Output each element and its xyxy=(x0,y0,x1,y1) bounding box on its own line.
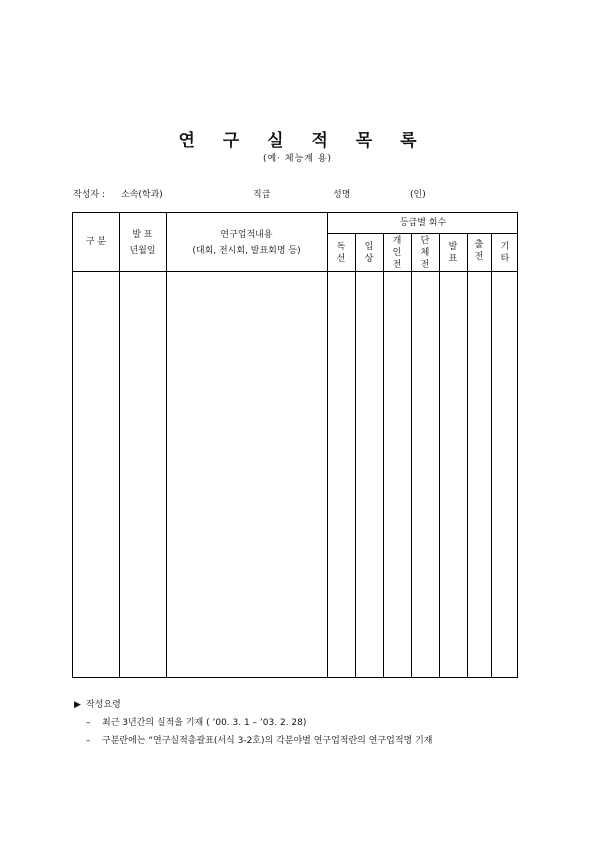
header-grade-count: 등급별 회수 xyxy=(399,218,447,228)
dash-marker: – xyxy=(86,736,91,746)
department-label: 소속(학과) xyxy=(121,190,163,200)
grade-col-participation xyxy=(467,239,491,263)
grade-col-presentation xyxy=(439,241,467,265)
col-divider xyxy=(439,233,440,677)
header-bottom-line xyxy=(73,271,517,272)
seal-label: (인) xyxy=(410,190,426,200)
guide-item-text: 구분란에는 “연구실적총괄표(서식 3-2호)의 각분야별 연구업적란의 연구업적명 기재 xyxy=(102,736,433,746)
writing-guide xyxy=(74,697,432,751)
guide-item xyxy=(74,715,432,728)
row-divider xyxy=(327,233,517,234)
grade-col-char: 기 xyxy=(500,242,510,252)
header-content-line2: (대회, 전시회, 발표회명 등) xyxy=(192,246,301,256)
grade-col-char: 단 xyxy=(420,236,430,246)
col-divider xyxy=(383,233,384,677)
header-date-line1: 발 표 xyxy=(132,230,153,240)
grade-col-group-exhibition xyxy=(411,235,439,271)
grade-col-solo-selection xyxy=(327,241,355,265)
grade-col-char: 발 xyxy=(448,242,458,252)
document-subtitle: (예· 체능계 용) xyxy=(262,154,333,164)
grade-col-char: 타 xyxy=(500,254,510,264)
grade-col-char: 전 xyxy=(392,260,402,270)
guide-item-text: 최근 3년간의 실적을 기재 ( ’00. 3. 1 – ’03. 2. 28) xyxy=(102,718,307,728)
header-content-line1: 연구업적내용 xyxy=(220,230,273,240)
writer-label: 작성자 : xyxy=(73,190,105,200)
grade-col-char: 표 xyxy=(448,254,458,264)
grade-col-award xyxy=(355,241,383,265)
col-divider xyxy=(491,233,492,677)
grade-col-char: 선 xyxy=(336,254,346,264)
guide-item xyxy=(74,733,432,746)
grade-col-char: 전 xyxy=(420,260,430,270)
guide-heading-text: 작성요령 xyxy=(86,700,121,710)
col-divider xyxy=(355,233,356,677)
header-date-line2: 년월일 xyxy=(129,246,156,256)
grade-col-char: 전 xyxy=(474,252,484,262)
dash-marker: – xyxy=(86,718,91,728)
grade-col-char: 체 xyxy=(420,248,430,258)
grade-col-char: 출 xyxy=(474,240,484,250)
grade-col-char: 독 xyxy=(336,242,346,252)
grade-col-char: 개 xyxy=(392,236,402,246)
header-category: 구 분 xyxy=(85,237,107,247)
col-divider xyxy=(327,213,328,677)
col-divider xyxy=(166,213,167,677)
rank-label: 직급 xyxy=(253,190,271,200)
col-divider xyxy=(411,233,412,677)
grade-col-char: 입 xyxy=(364,242,374,252)
research-record-table xyxy=(72,212,518,678)
grade-col-char: 상 xyxy=(364,254,374,264)
name-label: 성명 xyxy=(333,190,351,200)
grade-col-char: 인 xyxy=(392,248,402,258)
grade-col-solo-exhibition xyxy=(383,235,411,271)
guide-heading xyxy=(74,697,432,710)
col-divider xyxy=(467,233,468,677)
grade-col-other xyxy=(491,241,519,265)
document-title: 연 구 실 적 목 록 xyxy=(178,131,428,151)
triangle-bullet-icon: ▶ xyxy=(74,700,81,710)
col-divider xyxy=(119,213,120,677)
